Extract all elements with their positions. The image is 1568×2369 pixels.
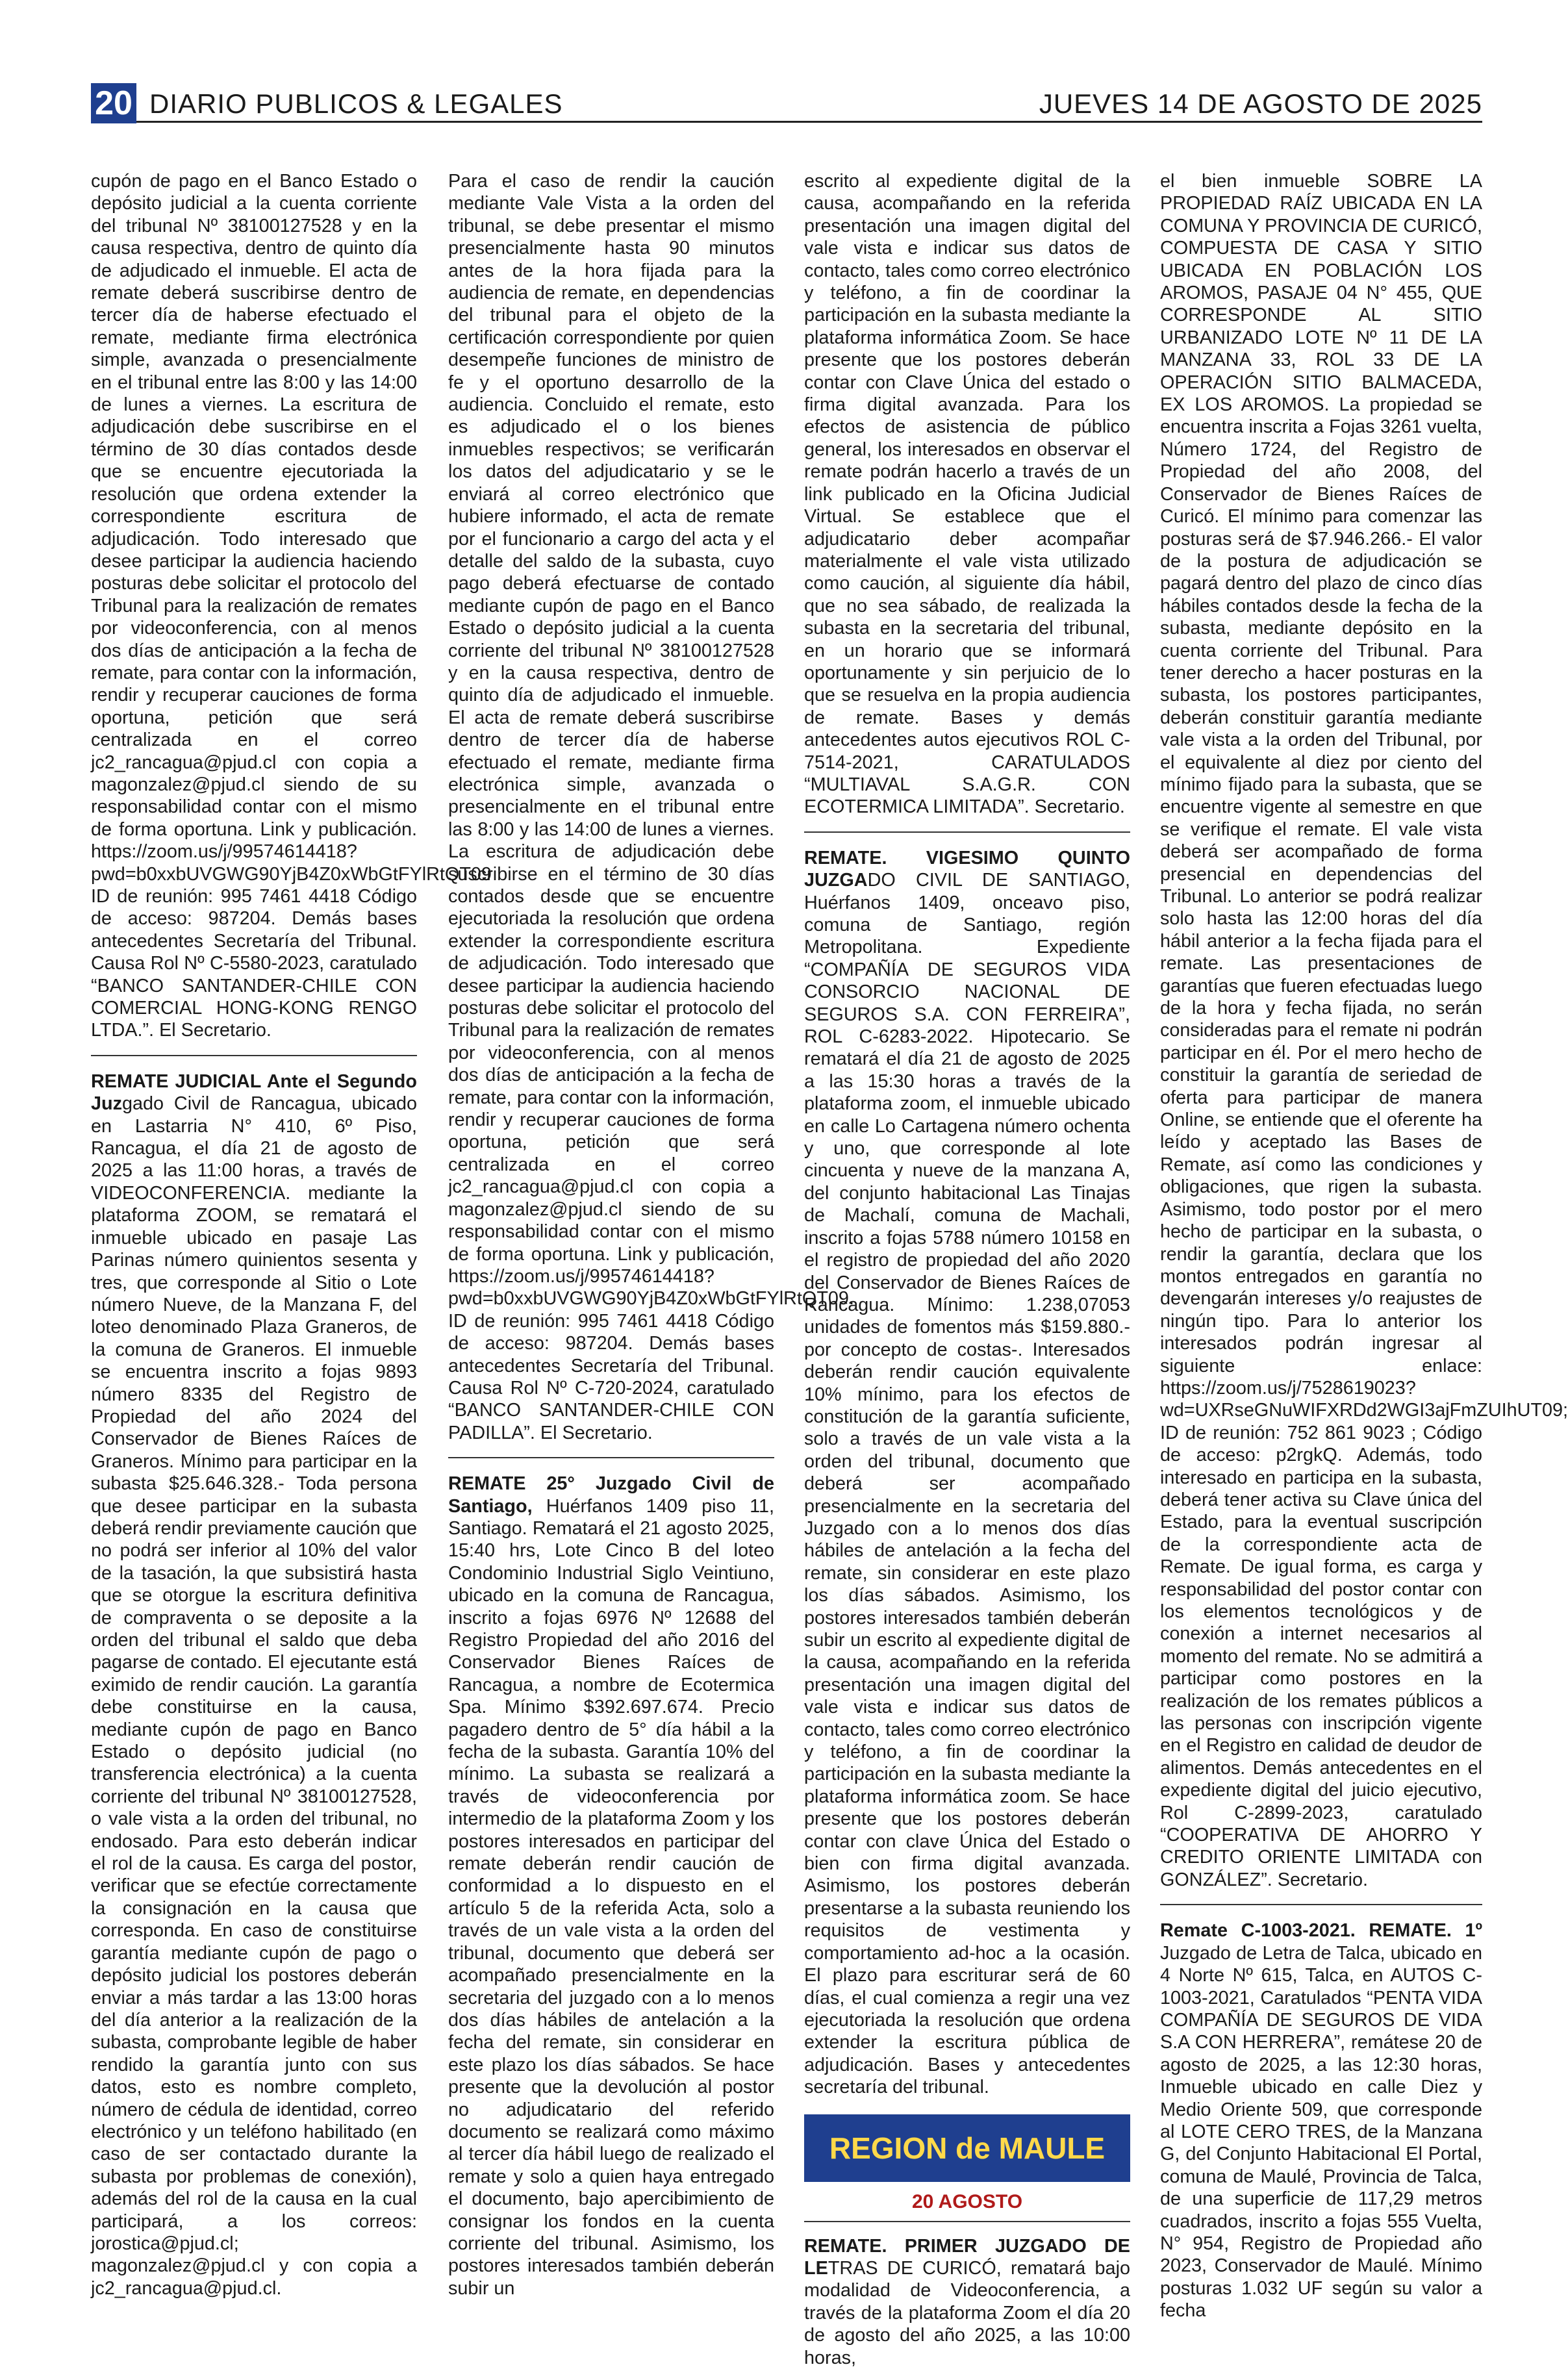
column-4 — [1160, 170, 1568, 2322]
region-date: 20 AGOSTO — [804, 2188, 1130, 2222]
notice-text: gado Civil de Rancagua, ubicado en Lastarria N° 410, 6º Piso, Rancagua, el día 21 de agosto de 2025 a las 11:00 horas, a través de VIDEOCONFERENCIA. mediante la plataforma ZOOM, se rematará el inmueble ubicado en pasaje Las Parinas número quinientos sesenta y tres, que corresponde al Sitio o Lote número Nueve, de la Manzana F, del loteo denominado Plaza Graneros, de la comuna de Graneros. El inmueble se encuentra inscrito a fojas 9893 número 8335 del Registro de Propiedad del año 2024 del Conservador de Bienes Raíces de Graneros. Mínimo para participar en la subasta $25.646.328.- Toda persona que desee participar en la subasta deberá rendir previamente caución que no podrá ser inferior al 10% del valor de la tasación, la que subsistirá hasta que se otorgue la escritura definitiva de compraventa o se deposite a la orden del tribunal el saldo que deba pagarse de contado. El ejecutante está eximido de rendir caución. La garantía debe constituirse en la causa, mediante cupón de pago en Banco Estado o depósito judicial (no transferencia electrónica) a la cuenta corriente del tribunal Nº 38100127528, o vale vista a la orden del tribunal, no endosado. Para esto deberán indicar el rol de la causa. Es carga del postor, verificar que se efectúe correctamente la consignación en la causa que corresponda. En caso de constituirse garantía mediante cupón de pago o depósito judicial los postores deberán enviar a más tardar a las 13:00 horas del día anterior a la realización de la subasta, comprobante legible de haber rendido la garantía junto con sus datos, esto es nombre completo, número de cédula de identidad, correo electrónico y un teléfono habilitado (en caso de ser contactado durante la subasta por problemas de conexión), además del rol de la causa en la cual participará, a los correos: jorostica@pjud.cl; magonzalez@pjud.cl y con copia a jc2_rancagua@pjud.cl. — [91, 1093, 417, 2299]
notice-text: DO CIVIL DE SANTIAGO, Huérfanos 1409, onceavo piso, comuna de Santiago, región Metropolitana. Expediente “COMPAÑÍA DE SEGUROS VIDA CONSORCIO NACIONAL DE SEGUROS S.A. CON FERREIRA”, ROL C-6283-2022. Hipotecario. Se rematará el día 21 de agosto de 2025 a las 15:30 horas a través de la plataforma zoom, el inmueble ubicado en calle Lo Cartagena número ochenta y uno, que corresponde al lote cincuenta y nueve de la manzana A, del conjunto habitacional Las Tinajas de Machalí, comuna de Machali, inscrito a fojas 5788 número 10158 en el registro de propiedad del año 2020 del Conservador de Bienes Raíces de Rancagua. Mínimo: 1.238,07053 unidades de fomentos más $159.880.- por concepto de costas-. Interesados deberán rendir caución equivalente 10% mínimo, para los efectos de constitución de la garantía suficiente, solo a través de un vale vista a la orden del tribunal, documento que deberá ser acompañado presencialmente en la secretaria del Juzgado con a lo menos dos días hábiles de antelación a la fecha del remate, sin considerar en este plazo los días sábados. Asimismo, los postores interesados también deberán subir un escrito al expediente digital de la causa, acompañando en la referida presentación una imagen digital del vale vista e indicar sus datos de contacto, tales como correo electrónico y teléfono, a fin de coordinar la participación en la subasta mediante la plataforma informática zoom. Se hace presente que los postores deberán contar con clave Única del Estado o bien con firma digital avanzada. Asimismo, los postores deberán presentarse a la subasta reuniendo los requisitos de vestimenta y comportamiento ad-hoc a la ocasión. El plazo para escriturar será de 60 días, el cual comienza a regir una vez ejecutoriada la resolución que ordena extender la escritura pública de adjudicación. Bases y antecedentes secretaría del tribunal. — [804, 870, 1130, 2098]
notice-text: TRAS DE CURICÓ, rematará bajo modalidad de Videoconferencia, a través de la plataforma Zoom el día 20 de agosto del año 2025, a las 10:00 horas, — [804, 2257, 1130, 2368]
notice — [804, 2235, 1130, 2369]
notice-text: Juzgado de Letra de Talca, ubicado en 4 Norte Nº 615, Talca, en AUTOS C-1003-2021, Caratulados “PENTA VIDA COMPAÑÍA DE SEGUROS DE VIDA S.A CON HERRERA”, remátese 20 de agosto de 2025, a las 12:30 horas, Inmueble ubicado en calle Diez y Medio Oriente 509, que corresponde al LOTE CERO TRES, de la Manzana G, del Conjunto Habitacional El Portal, comuna de Maulé, Provincia de Talca, de una superficie de 117,29 metros cuadrados, inscrito a fojas 555 Vuelta, N° 954, Registro de Propiedad año 2023, Conservador de Maulé. Mínimo posturas 1.032 UF según su valor a fecha — [1160, 1942, 1482, 2322]
notice-text: Huérfanos 1409 piso 11, Santiago. Rematará el 21 agosto 2025, 15:40 hrs, Lote Cinco B del loteo Condominio Industrial Siglo Veintiuno, ubicado en la comuna de Rancagua, inscrito a fojas 6976 Nº 12688 del Registro Propiedad del año 2016 del Conservador Bienes Raíces de Rancagua, a nombre de Ecotermica Spa. Mínimo $392.697.674. Precio pagadero dentro de 5° día hábil a la fecha de la subasta. Garantía 10% del mínimo. La subasta se realizará a través de videoconferencia por intermedio de la plataforma Zoom y los postores interesados en participar del remate deberán rendir caución de conformidad a lo dispuesto en el artículo 5 de la referida Acta, solo a través de un vale vista a la orden del tribunal, documento que deberá ser acompañado presencialmente en la secretaria del juzgado con a lo menos dos días hábiles de antelación a la fecha del remate, sin considerar en este plazo los días sábados. Se hace presente que la devolución al postor no adjudicatario del referido documento se realizará como máximo al tercer día hábil luego de realizado el remate y solo a quien haya entregado el documento, bajo apercibimiento de consignar los fondos en la cuenta corriente del tribunal. Asimismo, los postores interesados también deberán subir un — [448, 1495, 774, 2299]
publication-date: JUEVES 14 DE AGOSTO DE 2025 — [1039, 88, 1482, 119]
publication-title: DIARIO PUBLICOS & LEGALES — [149, 88, 563, 119]
notice-heading: REMATE. PRIMER JUZGADO DE LE — [804, 2235, 1130, 2279]
notice-divider — [1160, 1904, 1482, 1905]
page-header — [91, 83, 1482, 123]
notice-text: cupón de pago en el Banco Estado o depósito judicial a la cuenta corriente del tribunal Nº 38100127528 y en la causa respectiva, dentro de quinto día de adjudicado el inmueble. El acta de remate deberá suscribirse dentro de tercer día de haberse efectuado el remate, mediante firma electrónica simple, avanzada o presencialmente en el tribunal entre las 8:00 y las 14:00 de lunes a viernes. La escritura de adjudicación debe suscribirse en el término de 30 días contados desde que se encuentre ejecutoriada la resolución que ordena extender la correspondiente escritura de adjudicación. Todo interesado que desee participar la audiencia haciendo posturas debe solicitar el protocolo del Tribunal para la realización de remates por videoconferencia, con al menos dos días de anticipación a la fecha de remate, para contar con la información, rendir y recuperar cauciones de forma oportuna, petición que será centralizada en el correo jc2_rancagua@pjud.cl con copia a magonzalez@pjud.cl siendo de su responsabilidad contar con el mismo de forma oportuna. Link y publicación. https://zoom.us/j/99574614418?pwd=b0xxbUVGWG90YjB4Z0xWbGtFYlRtQT09 ID de reunión: 995 7461 4418 Código de acceso: 987204. Demás bases antecedentes Secretaría del Tribunal. Causa Rol Nº C-5580-2023, caratulado “BANCO SANTANDER-CHILE CON COMERCIAL HONG-KONG RENGO LTDA.”. El Secretario. — [91, 171, 492, 1041]
notice — [91, 1070, 417, 2299]
notice-divider — [804, 831, 1130, 833]
notice-text: el bien inmueble SOBRE LA PROPIEDAD RAÍZ UBICADA EN LA COMUNA Y PROVINCIA DE CURICÓ, COMPUESTA DE CASA Y SITIO UBICADA EN POBLACIÓN LOS AROMOS, PASAJE 04 N° 455, QUE CORRESPONDE AL SITIO URBANIZADO LOTE Nº 11 DE LA MANZANA 33, ROL 33 DE LA OPERACIÓN SITIO BALMACEDA, EX LOS AROMOS. La propiedad se encuentra inscrita a Fojas 3261 vuelta, Número 1724, del Registro de Propiedad del año 2008, del Conservador de Bienes Raíces de Curicó. El mínimo para comenzar las posturas será de $7.946.266.- El valor de la postura de adjudicación se pagará dentro del plazo de cinco días hábiles contados desde la fecha de la subasta, mediante depósito en la cuenta corriente del Tribunal. Para tener derecho a hacer posturas en la subasta, los postores participantes, deberán constituir garantía mediante vale vista a la orden del Tribunal, por el equivalente al diez por ciento del mínimo fijado para la subasta, que se encuentre vigente al semestre en que se verifique el remate. El vale vista deberá ser acompañado de forma presencial en dependencias del Tribunal. Lo anterior se podrá realizar solo hasta las 12:00 horas del día hábil anterior a la fecha fijada para el remate. Las presentaciones de garantías que fueren efectuadas luego de la hora y fecha fijada, no serán consideradas para el remate ni podrán participar en él. Por el mero hecho de constituir la garantía de seriedad de oferta para participar de manera Online, se entiende que el oferente ha leído y aceptado las Bases de Remate, así como las condiciones y obligaciones, que rigen la subasta. Asimismo, todo postor por el mero hecho de participar en la subasta, o rendir la garantía, declara que los montos entregados en garantía no devengarán intereses y/o reajustes de ningún tipo. Para lo anterior los interesados podrán ingresar al siguiente enlace: https://zoom.us/j/7528619023?wd=UXRseGNuWIFXRDd2WGI3ajFmZUIhUT09; ID de reunión: 752 861 9023 ; Código de acceso: p2rgkQ. Además, todo interesado en participa en la subasta, deberá tener activa su Clave única del Estado, para la eventual suscripción de la correspondiente acta de Remate. De igual forma, es carga y responsabilidad del postor contar con los elementos tecnológicos y de conexión a internet necesarios al momento del remate. No se admitirá a participar como postores en la realización de los remates públicos a las personas con inscripción vigente en el Registro en calidad de deudor de alimentos. Demás antecedentes en el expediente digital del juicio ejecutivo, Rol C-2899-2023, caratulado “COOPERATIVA DE AHORRO Y CREDITO ORIENTE LIMITADA con GONZÁLEZ”. Secretario. — [1160, 171, 1568, 1890]
notice-heading: REMATE. VIGESIMO QUINTO JUZGA — [804, 847, 1130, 891]
region-banner: REGION de MAULE — [804, 2114, 1130, 2182]
notice-text: escrito al expediente digital de la causa, acompañando en la referida presentación una imagen digital del vale vista e indicar sus datos de contacto, tales como correo electrónico y teléfono, a fin de coordinar la participación en la subasta mediante la plataforma informática Zoom. Se hace presente que los postores deberán contar con Clave Única del estado o firma digital avanzada. Para los efectos de asistencia de público general, los interesados en observar el remate podrán hacerlo a través de un link publicado en la Oficina Judicial Virtual. Se establece que el adjudicatario deber acompañar materialmente el vale vista utilizado como caución, al siguiente día hábil, que no sea sábado, de realizada la subasta en la secretaria del tribunal, en un horario que se informará oportunamente y sin perjuicio de lo que se resuelva en la propia audiencia de remate. Bases y demás antecedentes autos ejecutivos ROL C-7514-2021, CARATULADOS “MULTIAVAL S.A.G.R. CON ECOTERMICA LIMITADA”. Secretario. — [804, 171, 1130, 818]
notice-divider — [448, 1457, 774, 1458]
notice-text: Para el caso de rendir la caución mediante Vale Vista a la orden del tribunal, se debe presentar el mismo presencialmente hasta 90 minutos antes de la hora fijada para la audiencia de remate, en dependencias del tribunal para el objeto de la certificación correspondiente por quien desempeñe funciones de ministro de fe y el oportuno desarrollo de la audiencia. Concluido el remate, esto es adjudicado el o los bienes inmuebles respectivos; se verificarán los datos del adjudicatario y se le enviará al correo electrónico que hubiere informado, el acta de remate por el funcionario a cargo del acta y el detalle del saldo de la subasta, cuyo pago deberá efectuarse de contado mediante cupón de pago en el Banco Estado o depósito judicial a la cuenta corriente del tribunal Nº 38100127528 y en la causa respectiva, dentro de quinto día de adjudicado el inmueble. El acta de remate deberá suscribirse dentro de tercer día de haberse efectuado el remate, mediante firma electrónica simple, avanzada o presencialmente en el tribunal entre las 8:00 y las 14:00 de lunes a viernes. La escritura de adjudicación debe suscribirse en el término de 30 días contados desde que se encuentre ejecutoriada la resolución que ordena extender la correspondiente escritura de adjudicación. Todo interesado que desee participar la audiencia haciendo posturas debe solicitar el protocolo del Tribunal para la realización de remates por videoconferencia, con al menos dos días de anticipación a la fecha de remate, para contar con la información, rendir y recuperar cauciones de forma oportuna, petición que será centralizada en el correo jc2_rancagua@pjud.cl con copia a magonzalez@pjud.cl siendo de su responsabilidad contar con el mismo de forma oportuna. Link y publicación, https://zoom.us/j/99574614418?pwd=b0xxbUVGWG90YjB4Z0xWbGtFYlRtQT09. ID de reunión: 995 7461 4418 Código de acceso: 987204. Demás bases antecedentes Secretaría del Tribunal. Causa Rol Nº C-720-2024, caratulado “BANCO SANTANDER-CHILE CON PADILLA”. El Secretario. — [448, 171, 854, 1443]
notice-heading: REMATE 25° Juzgado Civil de Santiago, — [448, 1473, 774, 1517]
column-1 — [91, 170, 492, 2299]
notice — [1160, 1919, 1482, 2322]
notice-heading: REMATE JUDICIAL Ante el Segundo Juz — [91, 1070, 417, 1115]
column-3 — [804, 170, 1130, 2368]
notice-heading: Remate C-1003-2021. REMATE. 1º — [1160, 1920, 1482, 1942]
column-2 — [448, 170, 854, 2299]
notice-divider — [91, 1055, 417, 1056]
notice — [804, 847, 1130, 2099]
page-number: 20 — [91, 83, 136, 123]
notice — [448, 1473, 774, 2299]
